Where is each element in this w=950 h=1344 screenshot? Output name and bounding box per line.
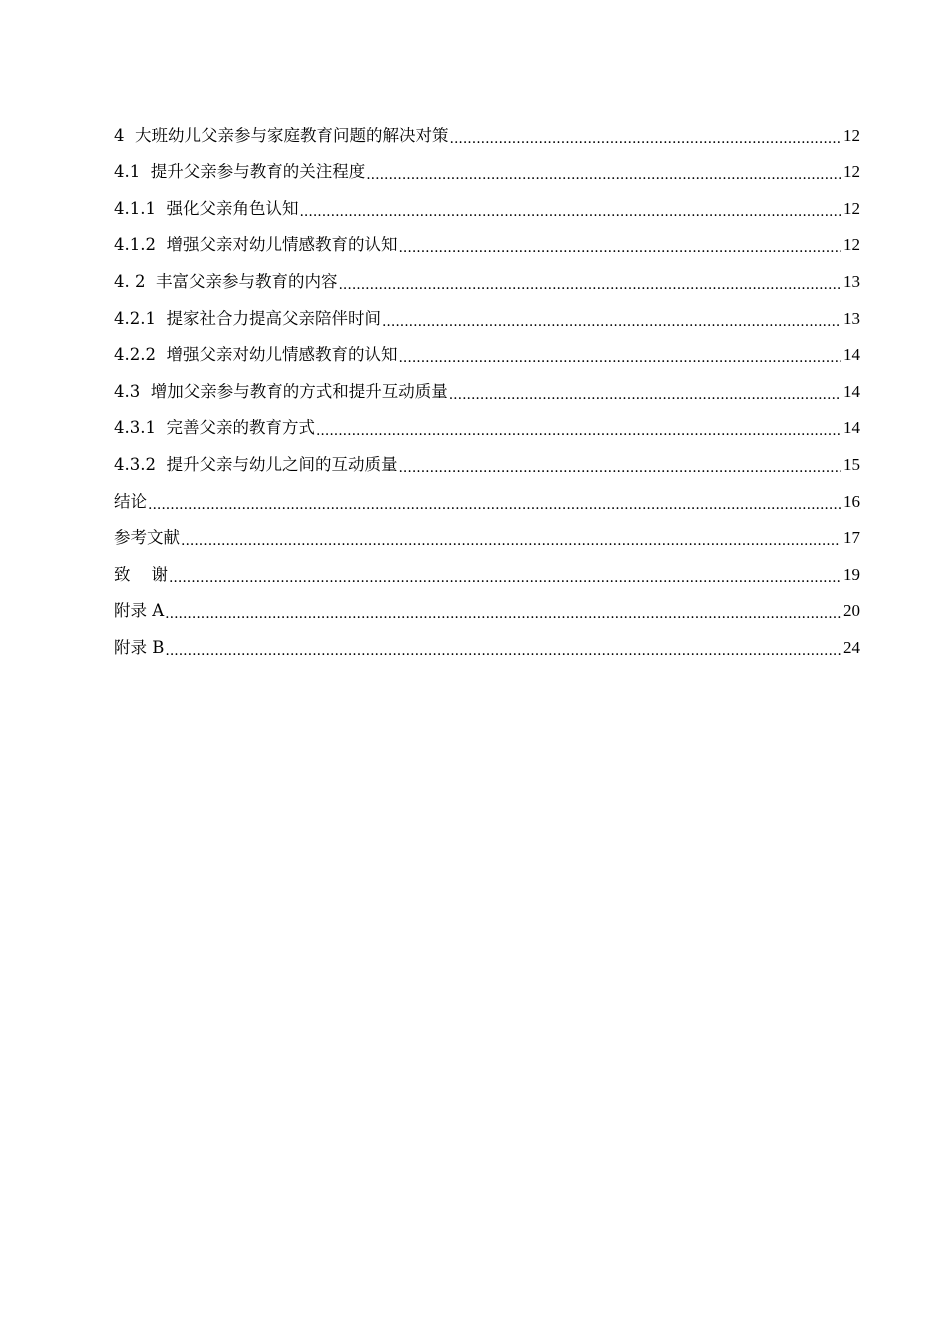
toc-entry-title: 致 谢 (114, 564, 168, 584)
toc-leader-dots (299, 195, 841, 223)
toc-entry[interactable] (114, 552, 860, 589)
toc-entry-page: 20 (843, 601, 860, 621)
toc-entry-title: 附录 A (114, 601, 165, 621)
toc-entry-title: 结论 (114, 491, 147, 511)
toc-entry[interactable] (114, 113, 860, 150)
table-of-contents (114, 113, 860, 662)
toc-entry[interactable] (114, 589, 860, 626)
toc-leader-dots (169, 561, 841, 589)
toc-entry-page: 19 (843, 564, 860, 584)
toc-entry[interactable] (114, 369, 860, 406)
toc-entry-page: 14 (843, 418, 860, 438)
toc-entry-title: 参考文献 (114, 528, 180, 548)
toc-entry-title: 附录 B (114, 637, 165, 657)
toc-entry-page: 24 (843, 637, 860, 657)
toc-leader-dots (398, 451, 841, 479)
toc-leader-dots (316, 414, 841, 442)
toc-entry-title: 4.3.2 提升父亲与幼儿之间的互动质量 (114, 454, 398, 474)
toc-entry[interactable] (114, 625, 860, 662)
toc-entry-title: 4.1 提升父亲参与教育的关注程度 (114, 162, 366, 182)
toc-entry-page: 16 (843, 491, 860, 511)
toc-leader-dots (366, 158, 841, 186)
toc-entry-page: 15 (843, 454, 860, 474)
toc-leader-dots (181, 524, 841, 552)
toc-leader-dots (338, 268, 841, 296)
toc-entry[interactable] (114, 296, 860, 333)
toc-entry[interactable] (114, 479, 860, 516)
toc-entry-title: 4 大班幼儿父亲参与家庭教育问题的解决对策 (114, 125, 449, 145)
toc-entry-title: 4.2.2 增强父亲对幼儿情感教育的认知 (114, 345, 398, 365)
toc-leader-dots (449, 378, 841, 406)
toc-entry-page: 17 (843, 528, 860, 548)
toc-leader-dots (382, 305, 841, 333)
toc-entry-title: 4.3.1 完善父亲的教育方式 (114, 418, 315, 438)
toc-entry-page: 12 (843, 198, 860, 218)
toc-entry-page: 12 (843, 162, 860, 182)
toc-entry[interactable] (114, 259, 860, 296)
toc-entry[interactable] (114, 442, 860, 479)
toc-entry-title: 4. 2 丰富父亲参与教育的内容 (114, 271, 338, 291)
toc-entry[interactable] (114, 223, 860, 260)
toc-leader-dots (398, 341, 841, 369)
toc-leader-dots (148, 488, 841, 516)
toc-entry-page: 14 (843, 345, 860, 365)
toc-leader-dots (398, 231, 841, 259)
toc-entry-title: 4.2.1 提家社合力提高父亲陪伴时间 (114, 308, 381, 328)
toc-entry[interactable] (114, 406, 860, 443)
toc-entry-title: 4.1.2 增强父亲对幼儿情感教育的认知 (114, 235, 398, 255)
toc-entry-page: 14 (843, 381, 860, 401)
toc-entry-title: 4.1.1 强化父亲角色认知 (114, 198, 299, 218)
toc-leader-dots (165, 634, 841, 662)
toc-entry-page: 13 (843, 308, 860, 328)
toc-entry-page: 12 (843, 235, 860, 255)
toc-entry-page: 12 (843, 125, 860, 145)
toc-leader-dots (165, 597, 841, 625)
toc-entry[interactable] (114, 150, 860, 187)
toc-entry[interactable] (114, 516, 860, 553)
toc-leader-dots (450, 122, 842, 150)
toc-entry[interactable] (114, 333, 860, 370)
toc-entry-title: 4.3 增加父亲参与教育的方式和提升互动质量 (114, 381, 448, 401)
toc-entry-page: 13 (843, 271, 860, 291)
toc-entry[interactable] (114, 186, 860, 223)
